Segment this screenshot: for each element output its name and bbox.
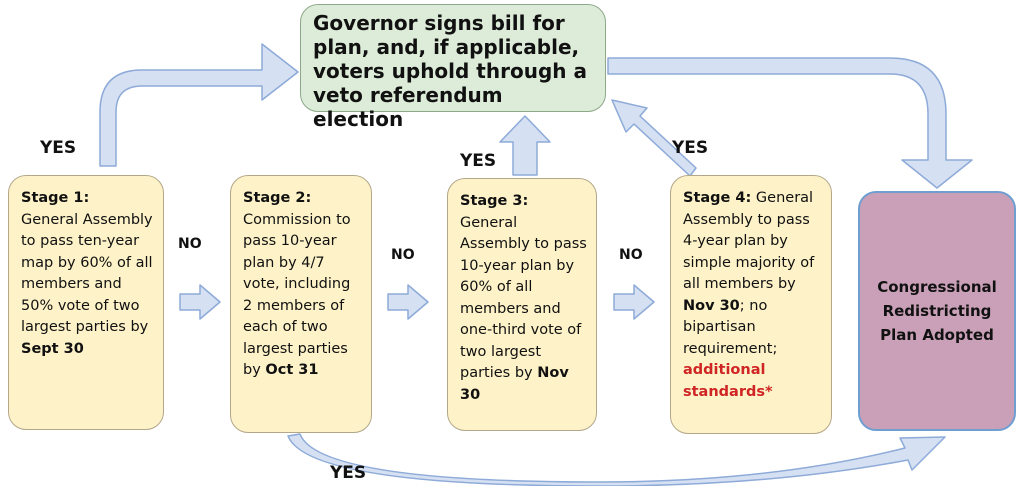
plan-adopted-box [858, 191, 1016, 431]
yes-label-stage-2: YES [330, 463, 367, 483]
no-label-stage-3: NO [619, 247, 643, 263]
stage-4-deadline: Nov 30 [683, 297, 740, 314]
stage-4-box [670, 175, 832, 434]
arrow-stage2-to-adopted [288, 434, 945, 486]
stage-4-body: General Assembly to pass 4-year plan by simple majority of all members by [683, 190, 815, 292]
arrow-stage1-to-governor [100, 44, 298, 166]
arrow-stage2-to-stage3 [388, 285, 428, 319]
stage-2-box [230, 175, 372, 433]
arrow-governor-to-adopted [608, 58, 972, 188]
arrow-stage3-to-governor [500, 116, 550, 175]
adopted-text: Congressional Redistricting Plan Adopted [877, 278, 997, 344]
stage-1-body: General Assembly to pass ten-year map by 60% of all members and 50% vote of two largest parties by [21, 211, 153, 335]
stage-4-note: additional standards* [683, 362, 773, 400]
arrow-stage3-to-stage4 [614, 285, 654, 319]
stage-3-title: Stage 3: [460, 193, 529, 209]
arrow-stage1-to-stage2 [180, 285, 220, 319]
stage-2-body: Commission to pass 10-year plan by 4/7 vote, including 2 members of each of two largest parties by [243, 211, 351, 378]
governor-signs-box [300, 4, 606, 131]
stage-2-title: Stage 2: [243, 190, 312, 206]
stage-4-title: Stage 4: [683, 190, 752, 206]
yes-label-stage-1: YES [40, 138, 77, 158]
stage-2-deadline: Oct 31 [265, 362, 319, 378]
stage-4-tail: ; no bipartisan requirement; [683, 297, 778, 357]
yes-label-stage-3: YES [460, 151, 497, 171]
stage-3-box [447, 178, 597, 431]
stage-1-box [8, 175, 164, 430]
stage-3-body: General Assembly to pass 10-year plan by 60% of all members and one-third vote of two largest parties by [460, 214, 587, 381]
stage-1-deadline: Sept 30 [21, 340, 84, 357]
no-label-stage-2: NO [391, 247, 415, 263]
yes-label-stage-4: YES [672, 138, 709, 158]
no-label-stage-1: NO [178, 236, 202, 252]
stage-1-title: Stage 1: [21, 190, 90, 206]
stage-3-deadline: Nov 30 [460, 365, 569, 403]
governor-text: Governor signs bill for plan, and, if applicable, voters uphold through a veto referendum election [313, 11, 587, 131]
